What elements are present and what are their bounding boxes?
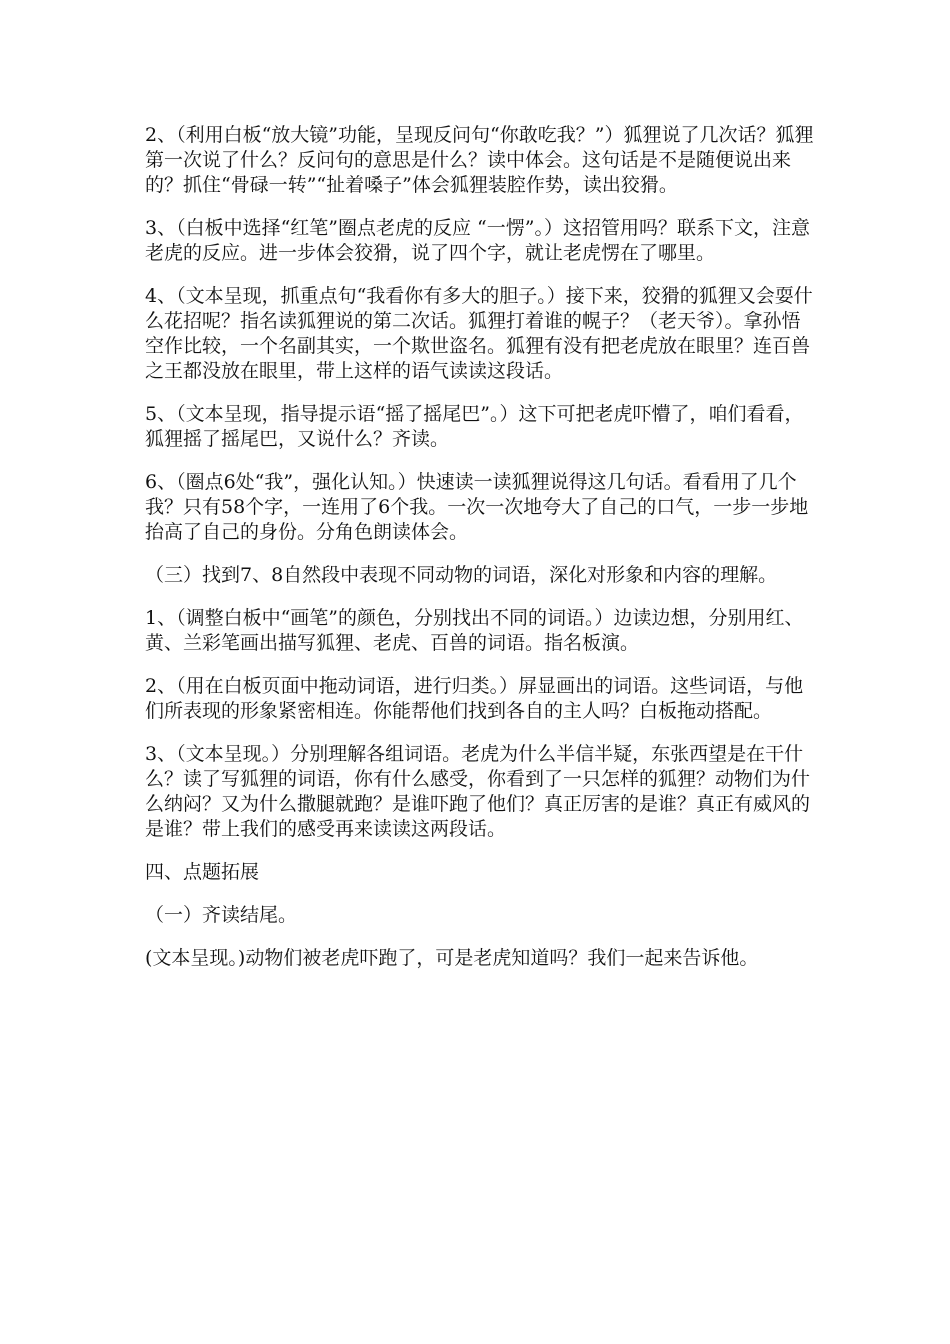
section-heading-4: 四、点题拓展 [145, 861, 260, 883]
subsection-heading-1: （一）齐读结尾。 [145, 904, 298, 926]
paragraph-item-6: 6、（圈点6处“我”，强化认知。）快速读一读狐狸说得这几句话。看看用了几个我？只有58个字，一连用了6个我。一次一次地夸大了自己的口气，一步一步地抬高了自己的身份。分角色朗读体会。 [145, 471, 809, 543]
paragraph-item-3b: 3、（文本呈现。）分别理解各组词语。老虎为什么半信半疑，东张西望是在干什么？读了写狐狸的词语，你有什么感受，你看到了一只怎样的狐狸？动物们为什么纳闷？又为什么撒腿就跑？是谁吓跑了他们？真正厉害的是谁？真正有威风的是谁？带上我们的感受再来读读这两段话。 [145, 743, 811, 840]
paragraph-item-4: 4、（文本呈现，抓重点句“我看你有多大的胆子。）接下来，狡猾的狐狸又会耍什么花招呢？指名读狐狸说的第二次话。狐狸打着谁的幌子？（老天爷）。拿孙悟空作比较，一个名副其实，一个欺世盗名。狐狸有没有把老虎放在眼里？连百兽之王都没放在眼里，带上这样的语气读读这段话。 [145, 285, 813, 382]
paragraph-item-3: 3、（白板中选择“红笔”圈点老虎的反应 “一愣”。）这招管用吗？联系下文，注意老虎的反应。进一步体会狡猾，说了四个字，就让老虎愣在了哪里。 [145, 217, 810, 264]
paragraph-item-2: 2、（利用白板“放大镜”功能，呈现反问句“你敢吃我？”）狐狸说了几次话？狐狸第一次说了什么？反问句的意思是什么？读中体会。这句话是不是随便说出来的？抓住“骨碌一转”“扯着嗓子”体会狐狸装腔作势，读出狡猾。 [145, 124, 814, 196]
section-heading-3: （三）找到7、8自然段中表现不同动物的词语，深化对形象和内容的理解。 [145, 564, 778, 586]
document-body [145, 123, 817, 989]
paragraph-item-2b: 2、（用在白板页面中拖动词语，进行归类。）屏显画出的词语。这些词语，与他们所表现的形象紧密相连。你能帮他们找到各自的主人吗？白板拖动搭配。 [145, 675, 804, 722]
paragraph-item-5: 5、（文本呈现，指导提示语“摇了摇尾巴”。）这下可把老虎吓懵了，咱们看看，狐狸摇了摇尾巴，又说什么？齐读。 [145, 403, 804, 450]
paragraph-item-1b: 1、（调整白板中“画笔”的颜色，分别找出不同的词语。）边读边想，分别用红、黄、兰彩笔画出描写狐狸、老虎、百兽的词语。指名板演。 [145, 607, 804, 654]
paragraph-ending: (文本呈现。)动物们被老虎吓跑了，可是老虎知道吗？我们一起来告诉他。 [145, 947, 759, 969]
